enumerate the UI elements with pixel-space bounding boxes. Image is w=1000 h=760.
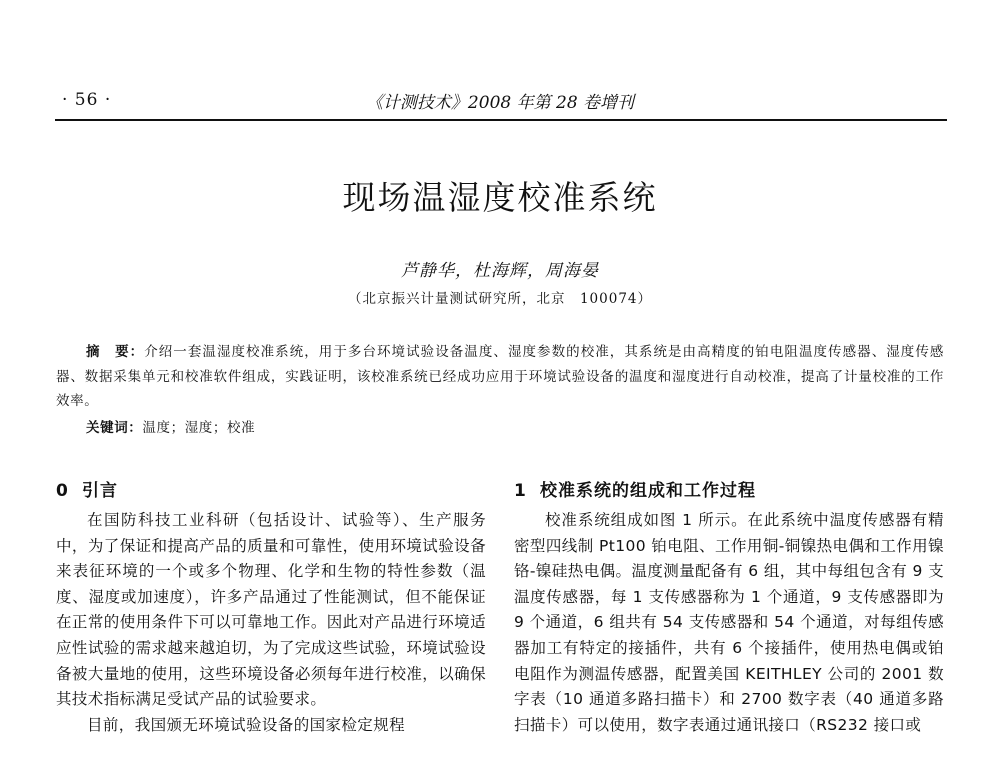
article-affiliation: （北京振兴计量测试研究所，北京 100074） [347, 291, 653, 307]
abstract-text: 介绍一套温湿度校准系统，用于多台环境试验设备温度、湿度参数的校准，其系统是由高精度的铂电阻温度传感器、湿度传感器、数据采集单元和校准软件组成，实践证明，该校准系统已经成功应用于环境试验设备的温度和湿度进行自动校准，提高了计量校准的工作效率。 [56, 344, 944, 409]
abstract [56, 340, 944, 414]
keywords [86, 416, 946, 436]
article-title: 现场温湿度校准系统 [342, 178, 658, 217]
header-rule [55, 119, 947, 121]
keywords-text: 温度；湿度；校准 [142, 420, 256, 436]
paragraph: 目前，我国颁无环境试验设备的国家检定规程 [87, 715, 406, 734]
section-body-system [514, 508, 944, 738]
section-title: 校准系统的组成和工作过程 [540, 481, 756, 501]
section-heading-system [514, 478, 944, 504]
right-column [514, 478, 944, 738]
section-heading-introduction [56, 478, 486, 504]
article-authors: 芦静华，杜海辉，周海晏 [401, 261, 599, 281]
paragraph: 在国防科技工业科研（包括设计、试验等）、生产服务中，为了保证和提高产品的质量和可靠性，使用环境试验设备来表征环境的一个或多个物理、化学和生物的特性参数（温度、湿度或加速度），许多产品通过了性能测试，但不能保证在正常的使用条件下可以可靠地工作。因此对产品进行环境适应性试验的需求越来越迫切，为了完成这些试验，环境试验设备被大量地的使用，这些环境设备必须每年进行校准，以确保其技术指标满足受试产品的试验要求。 [56, 511, 486, 709]
section-number: 1 [514, 481, 527, 501]
page-number: · 56 · [62, 90, 112, 110]
section-number: 0 [56, 481, 69, 501]
running-head: 《计测技术》2008 年第 28 卷增刊 [365, 93, 635, 113]
keywords-label: 关键词： [86, 420, 143, 436]
section-title: 引言 [82, 481, 118, 501]
paragraph: 校准系统组成如图 1 所示。在此系统中温度传感器有精密型四线制 Pt100 铂电阻、工作用铜-铜镍热电偶和工作用镍铬-镍硅热电偶。温度测量配备有 6 组，其中每组包含有 9 支温度传感器，每 1 支传感器称为 1 个通道，9 支传感器即为 9 个通道，6 组共有 54 支传感器和 54 个通道，对每组传感器加工有特定的接插件，共有 6 个接插件，使用热电偶或铂电阻作为测温传感器，配置美国 KEITHLEY 公司的 2001 数字表（10 通道多路扫描卡）和 2700 数字表（40 通道多路扫描卡）可以使用，数字表通过通讯接口（RS232 接口或 [514, 511, 944, 734]
section-body-introduction [56, 508, 486, 738]
abstract-label: 摘 要： [86, 344, 145, 360]
left-column [56, 478, 486, 738]
